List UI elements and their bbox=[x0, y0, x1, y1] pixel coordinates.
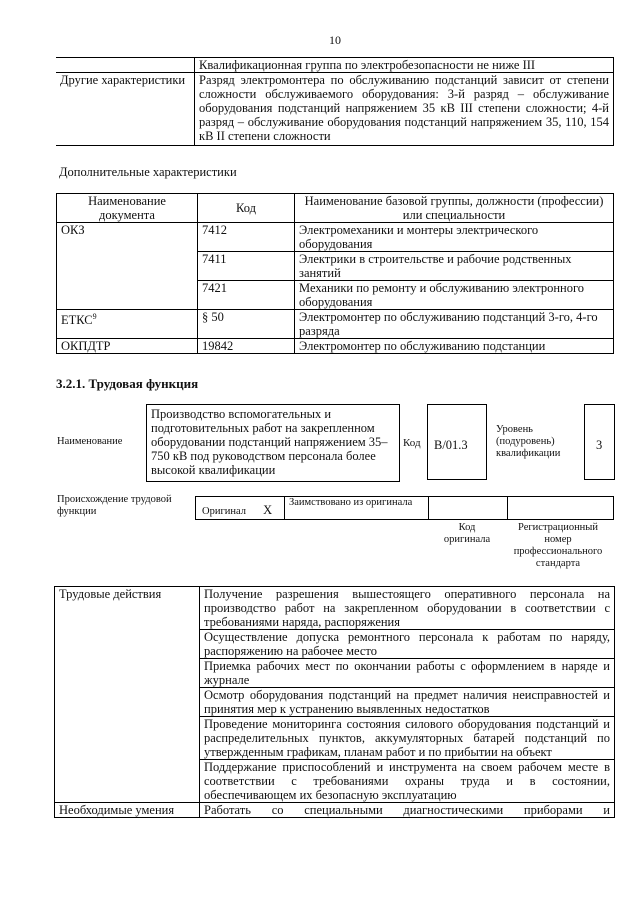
okz-name: Механики по ремонту и обслуживанию электронного оборудования bbox=[295, 281, 614, 310]
table-row bbox=[55, 803, 615, 818]
qualification-group: Квалификационная группа по электробезопасности не ниже III bbox=[195, 58, 614, 73]
header-code: Код bbox=[198, 194, 295, 223]
function-name: Производство вспомогательных и подготовительных работ на закрепленном оборудовании подстанций напряжением 35–750 кВ под руководством персонала более высокой квалификации bbox=[151, 407, 388, 477]
footnote-mark: 9 bbox=[92, 312, 97, 321]
borrowed-label: Заимствовано из оригинала bbox=[285, 497, 429, 520]
action-item: Получение разрешения вышестоящего оперативного персонала на производство работ на закрепленном оборудовании в соответствии с требованиями наряда, распоряжения bbox=[200, 587, 615, 630]
okz-code: 7421 bbox=[198, 281, 295, 310]
level-box bbox=[584, 404, 615, 480]
other-characteristics-label: Другие характеристики bbox=[56, 73, 195, 146]
okpdtr-code: 19842 bbox=[198, 339, 295, 354]
okz-name: Электрики в строительстве и рабочие родственных занятий bbox=[295, 252, 614, 281]
action-item: Осмотр оборудования подстанций на предмет наличия неисправностей и принятия мер к устранению выявленных недостатков bbox=[200, 688, 615, 717]
level-label: Уровень (подуровень) квалификации bbox=[496, 424, 561, 459]
additional-heading: Дополнительные характеристики bbox=[59, 165, 237, 179]
original-cell bbox=[196, 497, 285, 520]
table-row bbox=[55, 587, 615, 630]
okpdtr-name: Электромонтер по обслуживанию подстанции bbox=[295, 339, 614, 354]
table-row bbox=[57, 223, 614, 252]
okz-code: 7412 bbox=[198, 223, 295, 252]
table-row bbox=[57, 339, 614, 354]
table-row bbox=[56, 58, 614, 73]
function-heading: 3.2.1. Трудовая функция bbox=[56, 376, 199, 391]
table-row bbox=[56, 73, 614, 146]
etks-name: Электромонтер по обслуживанию подстанций 3-го, 4-го разряда bbox=[295, 310, 614, 339]
skills-label: Необходимые умения bbox=[55, 803, 200, 818]
function-name-box bbox=[146, 404, 400, 482]
action-item: Приемка рабочих мест по окончании работы с оформлением в наряде и журнале bbox=[200, 659, 615, 688]
code-original-label: Код оригинала bbox=[443, 522, 491, 545]
top-table bbox=[56, 57, 614, 146]
code-original-cell bbox=[429, 497, 508, 520]
page-number: 10 bbox=[329, 33, 341, 47]
actions-table bbox=[54, 586, 615, 818]
table-row bbox=[57, 194, 614, 223]
level-value: 3 bbox=[596, 438, 603, 452]
okz-name: Электромеханики и монтеры электрического оборудования bbox=[295, 223, 614, 252]
original-mark: X bbox=[263, 503, 273, 517]
additional-table bbox=[56, 193, 614, 354]
table-row bbox=[196, 497, 614, 520]
origin-table bbox=[195, 496, 614, 520]
action-item: Поддержание приспособлений и инструмента на своем рабочем месте в соответствии с требованиями охраны труда и в состоянии, обеспечивающем их безопасную эксплуатацию bbox=[200, 760, 615, 803]
code-box bbox=[427, 404, 487, 480]
action-item: Проведение мониторинга состояния силового оборудования подстанций и распределительных пунктов, аккумуляторных батарей подстанций по утвержденным графикам, планам работ и по прибытии на объект bbox=[200, 717, 615, 760]
name-label: Наименование bbox=[57, 436, 123, 447]
actions-label: Трудовые действия bbox=[55, 587, 200, 803]
skills-first: Работать со специальными диагностическими приборами и bbox=[200, 803, 615, 818]
etks-code: § 50 bbox=[198, 310, 295, 339]
okpdtr-label: ОКПДТР bbox=[57, 339, 198, 354]
table-row bbox=[57, 310, 614, 339]
header-doc-name: Наименование документа bbox=[57, 194, 198, 223]
code-label: Код bbox=[403, 437, 421, 449]
original-label: Оригинал bbox=[202, 506, 246, 517]
origin-label: Происхождение трудовой функции bbox=[57, 494, 172, 517]
etks-label: ЕТКС$^9$ bbox=[57, 310, 198, 339]
other-characteristics-text: Разряд электромонтера по обслуживанию подстанций зависит от степени сложности обслуживаемого оборудования: 3-й разряд – обслуживание оборудования подстанций напряжением 35 кВ III степени сложности; 4-й разряд – обслуживание оборудования подстанций напряжением 35, 110, 154 кВ II степени сложности bbox=[195, 73, 614, 146]
okz-code: 7411 bbox=[198, 252, 295, 281]
header-group-name: Наименование базовой группы, должности (профессии) или специальности bbox=[295, 194, 614, 223]
okz-label: ОКЗ bbox=[57, 223, 198, 310]
code-value: B/01.3 bbox=[434, 438, 468, 452]
action-item: Осуществление допуска ремонтного персонала к работам по наряду, распоряжению на рабочее место bbox=[200, 630, 615, 659]
reg-number-label: Регистрационный номер профессионального стандарта bbox=[513, 522, 603, 569]
reg-number-cell bbox=[508, 497, 614, 520]
